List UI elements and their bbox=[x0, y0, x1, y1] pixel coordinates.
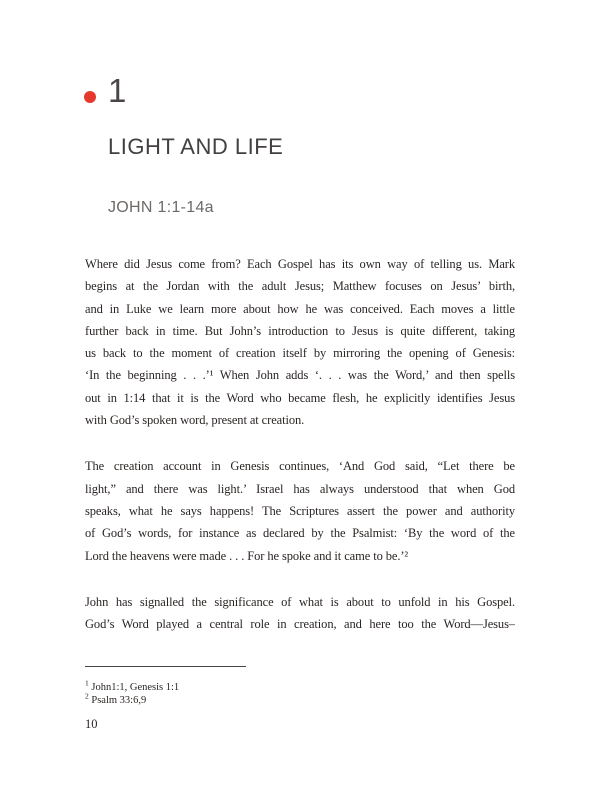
body-line: out in 1:14 that it is the Word who became flesh, he explicitly identifies Jesus bbox=[85, 390, 515, 405]
body-line: further back in time. But John’s introduction to Jesus is quite different, taking bbox=[85, 323, 515, 338]
body-line: Lord the heavens were made . . . For he spoke and it came to be.’² bbox=[85, 548, 409, 563]
body-line: Where did Jesus come from? Each Gospel has its own way of telling us. Mark bbox=[85, 257, 515, 271]
body-line: us back to the moment of creation itself by mirroring the opening of Genesis: bbox=[85, 346, 515, 361]
chapter-number: 1 bbox=[108, 72, 127, 109]
footnotes bbox=[85, 678, 180, 707]
body-line: begins at the Jordan with the adult Jesus; Matthew focuses on Jesus’ birth, bbox=[85, 279, 515, 294]
chapter-bullet-icon bbox=[84, 91, 96, 103]
body-line: with God’s spoken word, present at creation. bbox=[85, 413, 305, 428]
body-line: speaks, what he says happens! The Scriptures assert the power and authority bbox=[85, 503, 515, 518]
paragraph bbox=[85, 455, 515, 566]
paragraph bbox=[85, 253, 515, 431]
body-line: The creation account in Genesis continues, ‘And God said, “Let there be bbox=[85, 459, 515, 474]
footnote-separator bbox=[85, 666, 246, 667]
body-line: of God’s words, for instance as declared by the Psalmist: ‘By the word of the bbox=[85, 526, 515, 541]
footnote-marker: 2 bbox=[85, 691, 89, 701]
footnote: $^2$ Psalm 33:6,9 bbox=[85, 691, 147, 706]
body-line: and in Luke we learn more about how he was conceived. Each moves a little bbox=[85, 301, 515, 316]
footnote: $^1$ John1:1, Genesis 1:1 bbox=[85, 678, 180, 693]
footnote-marker: 1 bbox=[85, 678, 89, 688]
paragraph bbox=[85, 591, 515, 636]
body-line: ‘In the beginning . . .’¹ When John adds ‘. . . was the Word,’ and then spells bbox=[85, 368, 515, 383]
page-number: 10 bbox=[85, 717, 98, 731]
body-text bbox=[85, 253, 515, 635]
chapter-title: LIGHT AND LIFE bbox=[108, 134, 284, 159]
body-line: light,” and there was light.’ Israel has always understood that when God bbox=[85, 481, 515, 496]
body-line: God’s Word played a central role in creation, and here too the Word—Jesus– bbox=[85, 617, 515, 632]
body-line: John has signalled the significance of what is about to unfold in his Gospel. bbox=[85, 594, 515, 609]
scripture-reference: JOHN 1:1-14a bbox=[108, 199, 214, 216]
